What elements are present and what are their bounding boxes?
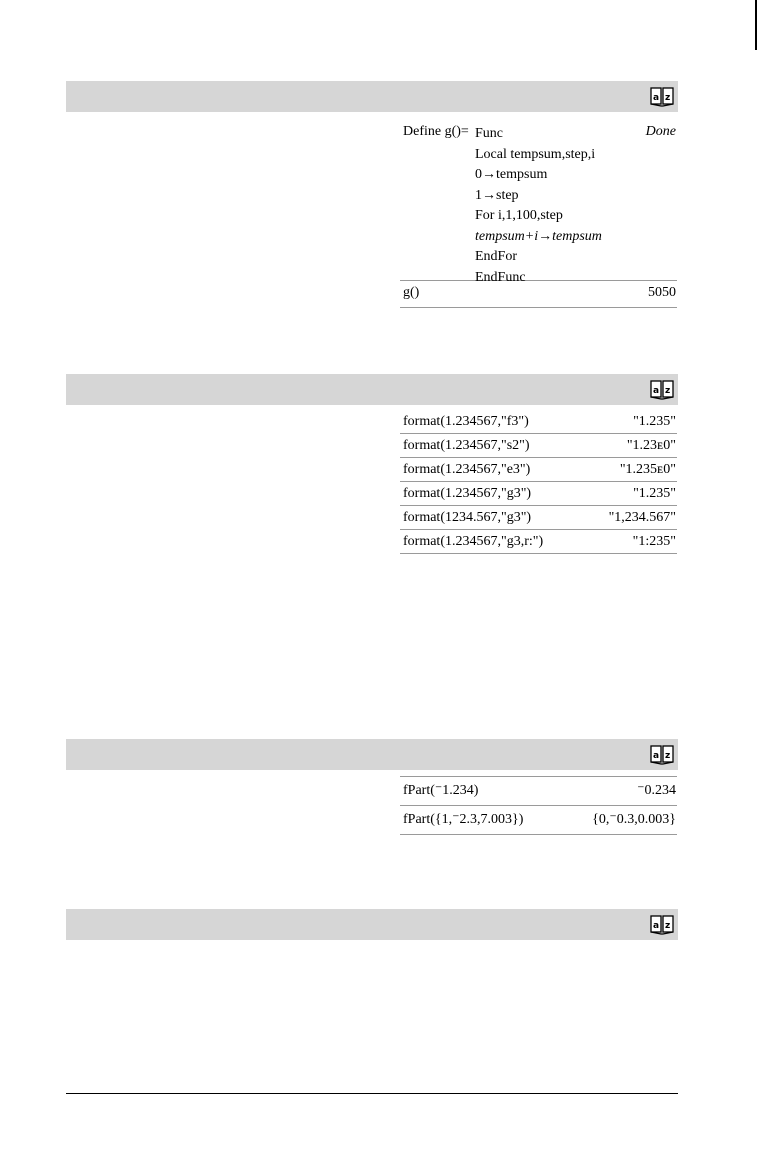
entry-result: "1:235"	[632, 534, 676, 549]
format-entry	[400, 458, 677, 482]
crop-mark	[755, 0, 757, 50]
footer-rule	[66, 1093, 678, 1094]
svg-text:a: a	[653, 751, 660, 761]
entry-result: {0,⁻0.3,0.003}	[592, 812, 676, 827]
body-line: EndFunc	[475, 269, 526, 285]
entry-input: format(1.234567,"g3")	[403, 486, 532, 501]
entry-input: fPart(⁻1.234)	[403, 783, 479, 798]
call-entry	[400, 281, 677, 308]
section-header-bar	[66, 739, 678, 770]
function-body	[475, 124, 602, 288]
svg-text:z: z	[665, 93, 671, 103]
format-entry	[400, 434, 677, 458]
body-line: For i,1,100,step	[475, 208, 563, 223]
format-entry	[400, 506, 677, 530]
body-line: 0→tempsum	[475, 167, 548, 182]
body-line: Local tempsum,step,i	[475, 146, 596, 162]
fpart-example-screen	[400, 776, 677, 835]
body-line: 1→step	[475, 187, 519, 203]
entry-result: ⁻0.234	[637, 783, 676, 798]
define-input: Define g()=	[403, 124, 469, 139]
catalog-book-icon	[650, 86, 674, 107]
entry-input: format(1.234567,"f3")	[403, 414, 529, 429]
entry-result: "1.23ᴇ0"	[626, 438, 676, 453]
format-entry	[400, 482, 677, 506]
section-header-bar	[66, 81, 678, 112]
entry-input: format(1.234567,"g3,r:")	[403, 534, 544, 549]
call-input: g()	[403, 285, 420, 300]
svg-text:a: a	[653, 93, 660, 103]
catalog-book-icon	[650, 914, 674, 935]
define-entry	[400, 118, 677, 285]
body-line: tempsum+i→tempsum	[475, 228, 602, 244]
entry-input: format(1.234567,"e3")	[403, 462, 531, 477]
format-entry	[400, 530, 677, 554]
svg-text:z: z	[665, 921, 671, 931]
catalog-book-icon	[650, 379, 674, 400]
svg-text:a: a	[653, 386, 660, 396]
section-header-bar	[66, 374, 678, 405]
fpart-entry	[400, 776, 677, 806]
section-header-bar	[66, 909, 678, 940]
entry-result: "1.235"	[633, 486, 676, 501]
body-line: EndFor	[475, 249, 517, 264]
entry-input: format(1.234567,"s2")	[403, 438, 530, 453]
catalog-book-icon	[650, 744, 674, 765]
entry-result: "1.235"	[633, 414, 676, 429]
entry-input: fPart({1,⁻2.3,7.003})	[403, 812, 524, 827]
format-example-screen	[400, 410, 677, 554]
svg-text:z: z	[665, 386, 671, 396]
entry-result: "1,234.567"	[608, 510, 676, 525]
function-example-screen	[400, 118, 677, 308]
svg-text:a: a	[653, 921, 660, 931]
svg-text:z: z	[665, 751, 671, 761]
call-result: 5050	[648, 285, 676, 300]
entry-result: "1.235ᴇ0"	[619, 462, 676, 477]
body-line: Func	[475, 126, 503, 141]
define-result: Done	[645, 124, 676, 139]
entry-input: format(1234.567,"g3")	[403, 510, 532, 525]
fpart-entry	[400, 806, 677, 835]
format-entry	[400, 410, 677, 434]
